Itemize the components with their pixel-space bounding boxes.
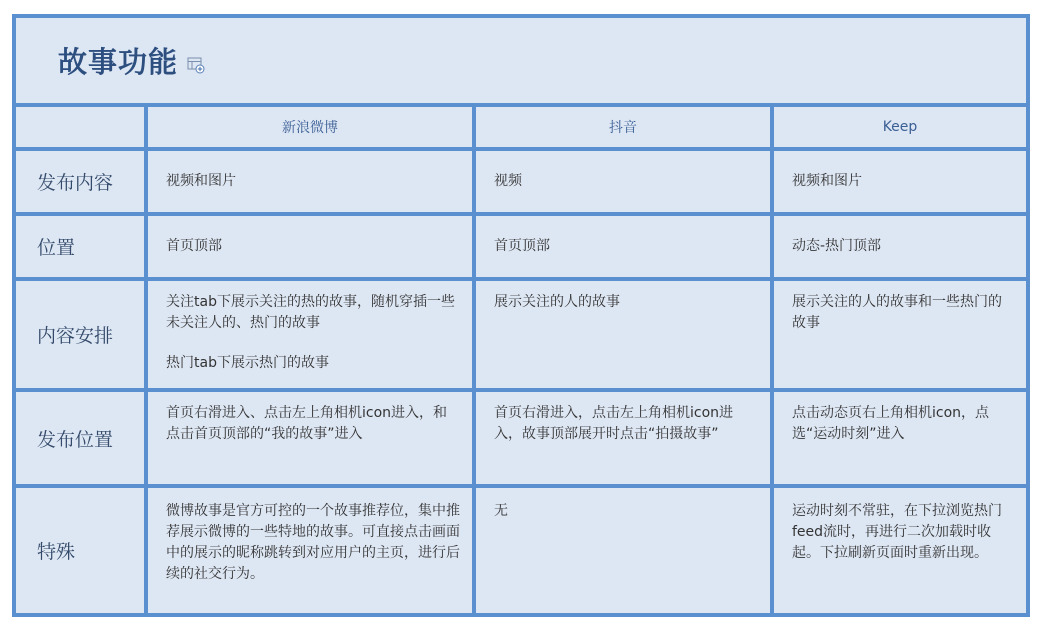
table-cell: 关注tab下展示关注的热的故事，随机穿插一些未关注人的、热门的故事 热门tab下展示热门的故事 (148, 281, 472, 388)
row-label-position: 位置 (16, 216, 144, 277)
header-keep (774, 107, 1026, 147)
table-add-icon[interactable] (187, 56, 205, 74)
header-douyin (476, 107, 770, 147)
table-cell: 视频 (476, 151, 770, 212)
header-label: 新浪微博 (282, 120, 338, 136)
table-cell: 展示关注的人的故事 (476, 281, 770, 388)
table-cell: 动态-热门顶部 (774, 216, 1026, 277)
table-title-cell (16, 18, 1026, 103)
table-cell: 无 (476, 488, 770, 613)
header-corner (16, 107, 144, 147)
story-feature-table (12, 14, 1030, 617)
table-cell: 首页右滑进入，点击左上角相机icon进入，故事顶部展开时点击“拍摄故事” (476, 392, 770, 484)
row-label-publish-position: 发布位置 (16, 392, 144, 484)
header-label: 抖音 (609, 120, 637, 136)
header-weibo (148, 107, 472, 147)
row-label-arrangement: 内容安排 (16, 281, 144, 388)
table-cell: 视频和图片 (774, 151, 1026, 212)
header-label: Keep (882, 119, 918, 135)
page-title: 故事功能 (58, 45, 179, 79)
table-cell: 展示关注的人的故事和一些热门的故事 (774, 281, 1026, 388)
table-cell: 运动时刻不常驻，在下拉浏览热门feed流时，再进行二次加载时收起。下拉刷新页面时重新出现。 (774, 488, 1026, 613)
row-label-content: 发布内容 (16, 151, 144, 212)
table-cell: 首页顶部 (476, 216, 770, 277)
table-cell: 视频和图片 (148, 151, 472, 212)
row-label-special: 特殊 (16, 488, 144, 613)
table-cell: 点击动态页右上角相机icon，点选“运动时刻”进入 (774, 392, 1026, 484)
table-cell: 首页顶部 (148, 216, 472, 277)
table-cell: 首页右滑进入、点击左上角相机icon进入，和点击首页顶部的“我的故事”进入 (148, 392, 472, 484)
table-cell: 微博故事是官方可控的一个故事推荐位，集中推荐展示微博的一些特地的故事。可直接点击画面中的展示的昵称跳转到对应用户的主页，进行后续的社交行为。 (148, 488, 472, 613)
